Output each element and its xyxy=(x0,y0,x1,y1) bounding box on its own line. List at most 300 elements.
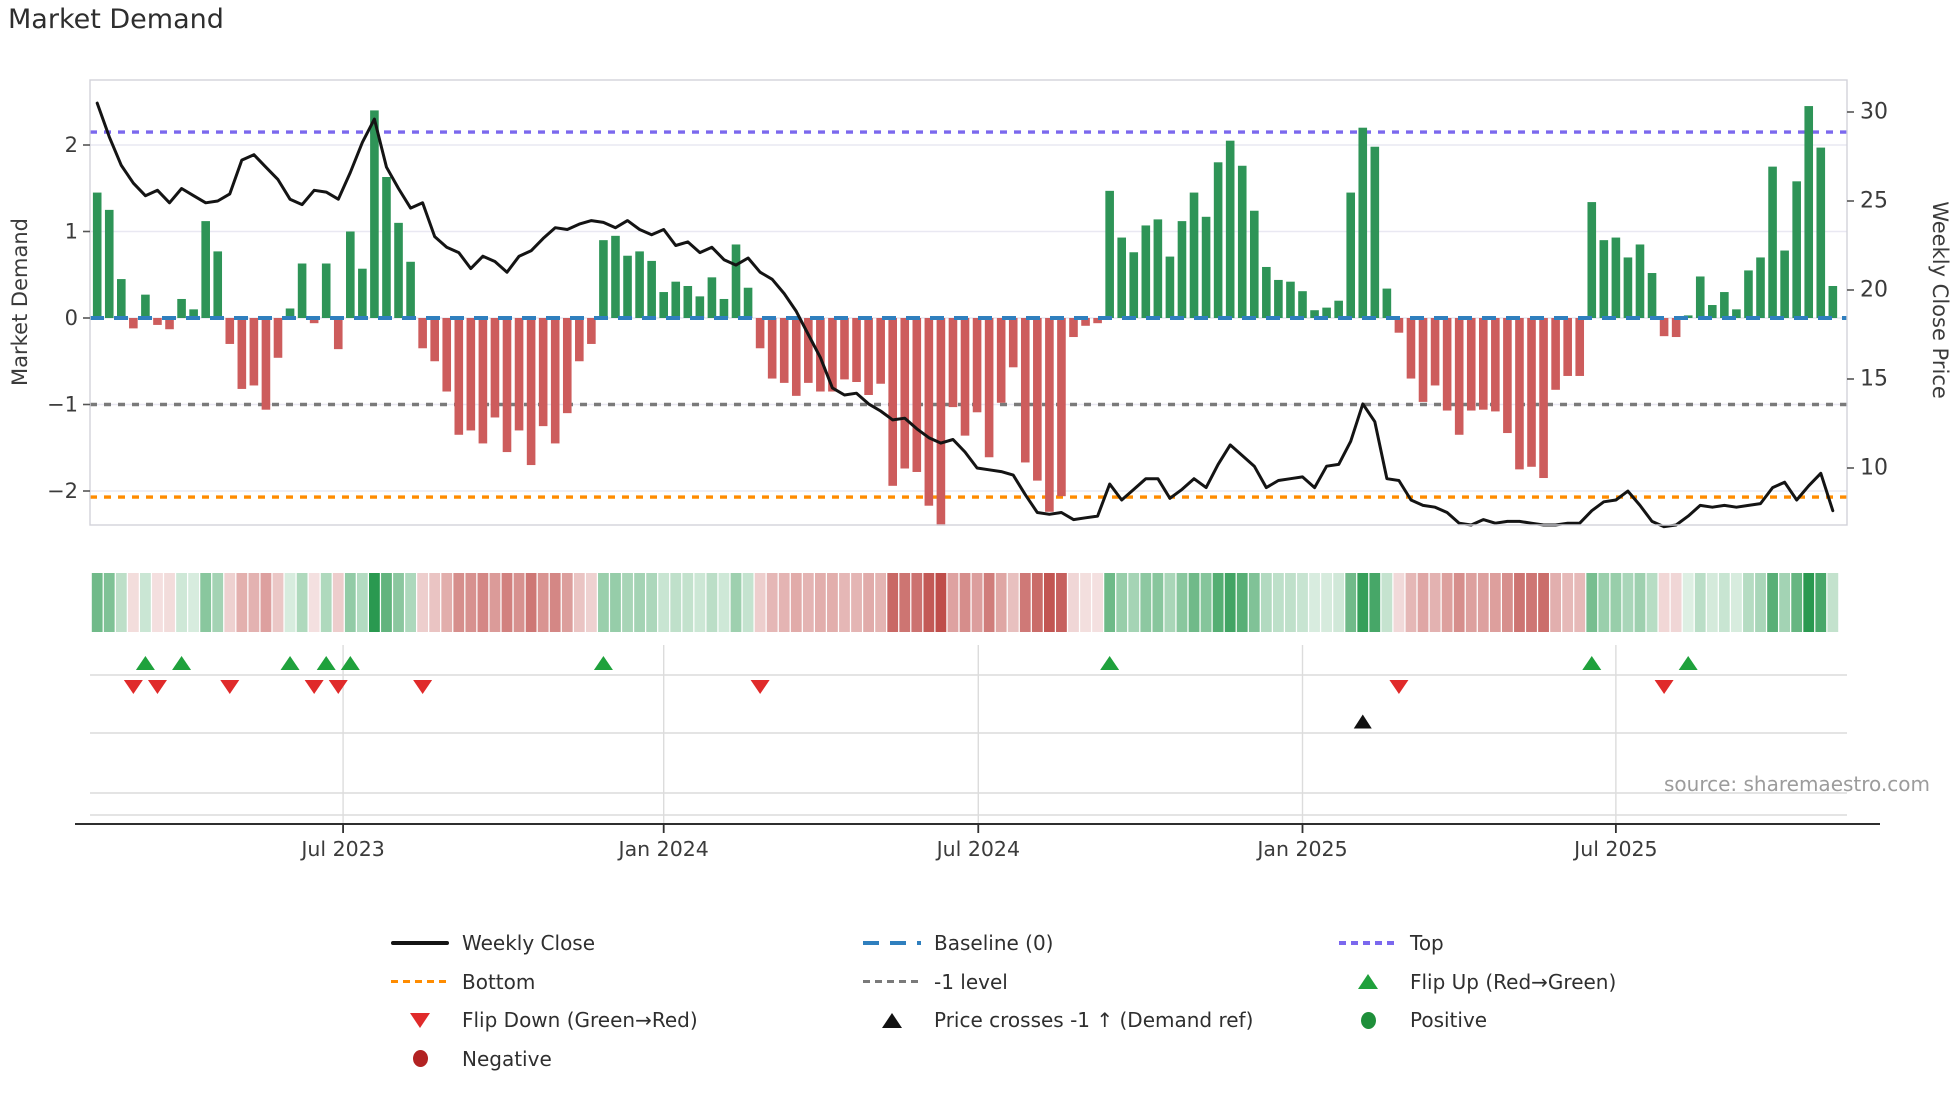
heatmap-cell xyxy=(694,573,705,632)
heatmap-cell xyxy=(248,573,259,632)
heatmap-cell xyxy=(1695,573,1706,632)
demand-bar-positive xyxy=(671,282,680,318)
heatmap-cell xyxy=(1104,573,1115,632)
demand-bar-negative xyxy=(563,318,572,413)
demand-bar-positive xyxy=(1214,162,1223,318)
heatmap-cell xyxy=(1454,573,1465,632)
demand-bar-negative xyxy=(840,318,849,379)
demand-bar-negative xyxy=(1455,318,1464,435)
heatmap-cell xyxy=(1032,573,1043,632)
flip-down-marker xyxy=(220,680,239,694)
heatmap-cell xyxy=(1767,573,1778,632)
heatmap-cell xyxy=(936,573,947,632)
demand-bar-positive xyxy=(346,232,355,319)
demand-bar-negative xyxy=(1057,318,1066,496)
price-cross-marker xyxy=(1354,715,1372,729)
demand-bar-positive xyxy=(1696,276,1705,318)
heatmap-cell xyxy=(731,573,742,632)
flip-down-marker xyxy=(1655,680,1674,694)
heatmap-cell xyxy=(441,573,452,632)
demand-bar-negative xyxy=(1033,318,1042,481)
heatmap-cell xyxy=(140,573,151,632)
heatmap-cell xyxy=(1273,573,1284,632)
demand-bar-positive xyxy=(1190,193,1199,318)
heatmap-cell xyxy=(622,573,633,632)
demand-bar-negative xyxy=(467,318,476,430)
heatmap-cell xyxy=(1321,573,1332,632)
heatmap-cell xyxy=(1791,573,1802,632)
demand-bar-negative xyxy=(1503,318,1512,433)
demand-bar-negative xyxy=(900,318,909,469)
heatmap-cell xyxy=(1647,573,1658,632)
demand-bar-positive xyxy=(117,279,126,318)
heatmap-cell xyxy=(1623,573,1634,632)
demand-bar-negative xyxy=(129,318,138,328)
heatmap-cell xyxy=(1044,573,1055,632)
heatmap-cell xyxy=(875,573,886,632)
demand-bar-negative xyxy=(937,318,946,526)
demand-bar-positive xyxy=(1383,289,1392,318)
heatmap-cell xyxy=(502,573,513,632)
demand-bar-negative xyxy=(1395,318,1404,333)
demand-bar-positive xyxy=(744,288,753,318)
heatmap-cell xyxy=(1381,573,1392,632)
heatmap-cell xyxy=(261,573,272,632)
demand-bar-negative xyxy=(973,318,982,412)
demand-bar-positive xyxy=(1117,238,1126,318)
demand-bar-positive xyxy=(394,223,403,318)
heatmap-cell xyxy=(128,573,139,632)
heatmap-cell xyxy=(116,573,127,632)
heatmap-cell xyxy=(526,573,537,632)
flip-up-marker xyxy=(1100,656,1119,670)
demand-bar-positive xyxy=(1105,191,1114,318)
heatmap-cell xyxy=(1743,573,1754,632)
demand-bar-negative xyxy=(539,318,548,426)
heatmap-cell xyxy=(490,573,501,632)
demand-bar-negative xyxy=(1491,318,1500,411)
demand-bar-negative xyxy=(1563,318,1572,376)
demand-bar-negative xyxy=(250,318,259,385)
heatmap-cell xyxy=(779,573,790,632)
demand-bar-negative xyxy=(1479,318,1488,410)
heatmap-cell xyxy=(767,573,778,632)
heatmap-cell xyxy=(514,573,525,632)
flip-up-marker xyxy=(281,656,300,670)
heatmap-cell xyxy=(1261,573,1272,632)
heatmap-cell xyxy=(1610,573,1621,632)
demand-bar-positive xyxy=(358,269,367,318)
demand-bar-negative xyxy=(1009,318,1018,367)
demand-bar-positive xyxy=(201,221,210,318)
x-tick-label: Jul 2023 xyxy=(301,837,385,861)
heatmap-cell xyxy=(1586,573,1597,632)
x-tick-label: Jul 2024 xyxy=(936,837,1020,861)
demand-bar-positive xyxy=(1587,202,1596,318)
heatmap-cell xyxy=(851,573,862,632)
heatmap-cell xyxy=(321,573,332,632)
heatmap-cell xyxy=(1671,573,1682,632)
heatmap-cell xyxy=(152,573,163,632)
demand-bar-positive xyxy=(1648,273,1657,318)
heatmap-cell xyxy=(1297,573,1308,632)
demand-bar-negative xyxy=(225,318,234,344)
heatmap-cell xyxy=(1020,573,1031,632)
demand-bar-positive xyxy=(1202,217,1211,318)
demand-bar-positive xyxy=(623,256,632,318)
main-chart-panel xyxy=(90,80,1847,527)
heatmap-cell xyxy=(538,573,549,632)
right-axis xyxy=(1847,100,1888,481)
legend-item-label: Flip Up (Red→Green) xyxy=(1410,969,1617,994)
heatmap-cell xyxy=(176,573,187,632)
heatmap-cell xyxy=(345,573,356,632)
heatmap-cell xyxy=(598,573,609,632)
demand-bar-positive xyxy=(1829,286,1838,318)
demand-bar-positive xyxy=(1371,147,1380,318)
demand-bar-negative xyxy=(852,318,861,382)
heatmap-cell xyxy=(1345,573,1356,632)
heatmap-cell xyxy=(1514,573,1525,632)
heatmap-cell xyxy=(1562,573,1573,632)
demand-bar-positive xyxy=(298,264,307,318)
demand-bar-positive xyxy=(1262,267,1271,318)
right-tick-label: 25 xyxy=(1860,188,1888,214)
demand-bar-positive xyxy=(1334,301,1343,318)
heatmap-cell xyxy=(719,573,730,632)
demand-bar-positive xyxy=(1804,106,1813,318)
heatmap-cell xyxy=(297,573,308,632)
heatmap-cell xyxy=(1056,573,1067,632)
left-axis xyxy=(47,133,90,503)
demand-bar-negative xyxy=(1407,318,1416,379)
heatmap-cell xyxy=(984,573,995,632)
heatmap-cell xyxy=(1659,573,1670,632)
heatmap-cell xyxy=(1128,573,1139,632)
heatmap-cell xyxy=(1490,573,1501,632)
demand-bar-positive xyxy=(1129,252,1138,318)
left-tick-label: −1 xyxy=(47,392,78,417)
legend-item-label: Baseline (0) xyxy=(934,931,1054,955)
heatmap-cell xyxy=(887,573,898,632)
demand-bar-positive xyxy=(1600,240,1609,318)
heatmap-cell xyxy=(1285,573,1296,632)
demand-bar-positive xyxy=(1142,225,1151,318)
demand-bar-negative xyxy=(1527,318,1536,467)
heatmap-cell xyxy=(357,573,368,632)
heatmap-cell xyxy=(1152,573,1163,632)
heatmap-cell xyxy=(1309,573,1320,632)
demand-bar-positive xyxy=(1238,166,1247,318)
page-title: Market Demand xyxy=(8,4,224,35)
heatmap-cell xyxy=(562,573,573,632)
heatmap-cell xyxy=(1357,573,1368,632)
demand-bar-negative xyxy=(442,318,451,392)
heatmap-cell xyxy=(333,573,344,632)
flip-down-marker xyxy=(413,680,432,694)
heatmap-cell xyxy=(393,573,404,632)
demand-bar-negative xyxy=(1660,318,1669,336)
flip-up-marker xyxy=(317,656,336,670)
heatmap-cell xyxy=(610,573,621,632)
demand-bar-negative xyxy=(1539,318,1548,478)
demand-bar-negative xyxy=(792,318,801,396)
heatmap-cell xyxy=(1502,573,1513,632)
x-tick-label: Jul 2025 xyxy=(1574,837,1658,861)
heatmap-cell xyxy=(911,573,922,632)
heatmap-cell xyxy=(1189,573,1200,632)
legend-item-label: Top xyxy=(1410,931,1444,955)
heatmap-cell xyxy=(1442,573,1453,632)
demand-bar-negative xyxy=(1551,318,1560,390)
demand-bar-negative xyxy=(527,318,536,465)
heatmap-cell xyxy=(1719,573,1730,632)
signal-marker-panel xyxy=(75,645,1880,824)
demand-bar-negative xyxy=(1045,318,1054,512)
flip-down-marker xyxy=(148,680,167,694)
heatmap-cell xyxy=(1068,573,1079,632)
demand-bar-positive xyxy=(683,286,692,318)
heatmap-cell xyxy=(960,573,971,632)
demand-bar-positive xyxy=(1298,291,1307,318)
heatmap-cell xyxy=(212,573,223,632)
left-tick-label: 0 xyxy=(64,306,78,330)
demand-bar-negative xyxy=(876,318,885,384)
demand-bar-positive xyxy=(177,299,186,318)
heatmap-cell xyxy=(104,573,115,632)
demand-bar-positive xyxy=(93,193,102,318)
demand-bar-positive xyxy=(1612,238,1621,318)
heatmap-cell xyxy=(574,573,585,632)
demand-bar-negative xyxy=(949,318,958,407)
demand-bar-negative xyxy=(1431,318,1440,385)
demand-bar-positive xyxy=(1780,251,1789,318)
demand-bar-positive xyxy=(141,295,150,318)
demand-bar-positive xyxy=(659,292,668,318)
heatmap-cell xyxy=(972,573,983,632)
demand-bar-positive xyxy=(1720,292,1729,318)
demand-bar-negative xyxy=(491,318,500,417)
demand-bar-negative xyxy=(925,318,934,506)
demand-bar-negative xyxy=(418,318,427,348)
demand-bar-negative xyxy=(913,318,922,472)
heatmap-cell xyxy=(1430,573,1441,632)
heatmap-cell xyxy=(405,573,416,632)
heatmap-cell xyxy=(1225,573,1236,632)
demand-bar-negative xyxy=(454,318,463,435)
demand-bar-negative xyxy=(430,318,439,361)
heatmap-cell xyxy=(1803,573,1814,632)
demand-bar-negative xyxy=(1443,318,1452,411)
heatmap-cell xyxy=(1683,573,1694,632)
demand-bar-negative xyxy=(1467,318,1476,411)
demand-bar-positive xyxy=(647,261,656,318)
demand-bar-positive xyxy=(1226,141,1235,318)
demand-heatmap-strip xyxy=(92,573,1838,632)
demand-bar-positive xyxy=(1346,193,1355,318)
heatmap-cell xyxy=(200,573,211,632)
heatmap-cell xyxy=(1707,573,1718,632)
heatmap-cell xyxy=(827,573,838,632)
demand-bar-positive xyxy=(213,251,222,318)
heatmap-cell xyxy=(1827,573,1838,632)
heatmap-cell xyxy=(1815,573,1826,632)
heatmap-cell xyxy=(188,573,199,632)
demand-bar-negative xyxy=(780,318,789,383)
heatmap-cell xyxy=(803,573,814,632)
heatmap-cell xyxy=(1140,573,1151,632)
legend-item-label: -1 level xyxy=(934,969,1008,994)
heatmap-cell xyxy=(1116,573,1127,632)
demand-bar-positive xyxy=(370,110,379,318)
demand-bar-positive xyxy=(406,262,415,318)
heatmap-cell xyxy=(1165,573,1176,632)
x-axis xyxy=(299,824,1657,861)
heatmap-cell xyxy=(899,573,910,632)
demand-bar-positive xyxy=(105,210,114,318)
heatmap-cell xyxy=(1755,573,1766,632)
demand-bars xyxy=(93,106,1837,526)
heatmap-cell xyxy=(1779,573,1790,632)
heatmap-cell xyxy=(285,573,296,632)
source-attribution: source: sharemaestro.com xyxy=(1664,772,1930,796)
demand-bar-negative xyxy=(768,318,777,379)
heatmap-cell xyxy=(164,573,175,632)
y-axis-label-left: Market Demand xyxy=(8,218,32,386)
demand-bar-positive xyxy=(322,264,331,318)
heatmap-cell xyxy=(465,573,476,632)
demand-bar-positive xyxy=(1624,257,1633,318)
heatmap-cell xyxy=(1550,573,1561,632)
heatmap-cell xyxy=(948,573,959,632)
demand-bar-positive xyxy=(599,240,608,318)
heatmap-cell xyxy=(1008,573,1019,632)
demand-bar-negative xyxy=(985,318,994,457)
demand-bar-negative xyxy=(1575,318,1584,376)
demand-bar-positive xyxy=(1166,257,1175,318)
heatmap-cell xyxy=(1177,573,1188,632)
heatmap-cell xyxy=(1635,573,1646,632)
demand-bar-positive xyxy=(635,251,644,318)
heatmap-cell xyxy=(1394,573,1405,632)
demand-bar-positive xyxy=(1358,128,1367,318)
heatmap-cell xyxy=(309,573,320,632)
left-tick-label: −2 xyxy=(47,479,78,503)
heatmap-cell xyxy=(429,573,440,632)
legend-item-label: Negative xyxy=(462,1046,552,1071)
heatmap-cell xyxy=(1574,573,1585,632)
heatmap-cell xyxy=(1526,573,1537,632)
x-tick-label: Jan 2025 xyxy=(1257,837,1348,861)
heatmap-cell xyxy=(996,573,1007,632)
legend-item-label: Positive xyxy=(1410,1008,1488,1032)
heatmap-cell xyxy=(1249,573,1260,632)
legend-item-label: Flip Down (Green→Red) xyxy=(462,1008,698,1032)
heatmap-cell xyxy=(658,573,669,632)
demand-bar-negative xyxy=(1021,318,1030,462)
heatmap-cell xyxy=(1237,573,1248,632)
demand-bar-positive xyxy=(708,277,717,318)
heatmap-cell xyxy=(791,573,802,632)
heatmap-cell xyxy=(839,573,850,632)
demand-bar-negative xyxy=(888,318,897,486)
heatmap-cell xyxy=(477,573,488,632)
demand-bar-negative xyxy=(262,318,271,410)
flip-down-marker xyxy=(1389,680,1408,694)
heatmap-cell xyxy=(743,573,754,632)
heatmap-cell xyxy=(682,573,693,632)
left-tick-label: 1 xyxy=(64,219,78,244)
heatmap-cell xyxy=(646,573,657,632)
flip-up-marker xyxy=(1582,656,1601,670)
heatmap-cell xyxy=(1598,573,1609,632)
demand-bar-positive xyxy=(1154,219,1163,318)
left-tick-label: 2 xyxy=(64,133,78,157)
heatmap-cell xyxy=(1213,573,1224,632)
demand-bar-positive xyxy=(382,177,391,318)
heatmap-cell xyxy=(417,573,428,632)
demand-bar-negative xyxy=(1419,318,1428,402)
demand-bar-negative xyxy=(575,318,584,361)
demand-bar-negative xyxy=(961,318,970,436)
heatmap-cell xyxy=(670,573,681,632)
demand-bar-negative xyxy=(238,318,247,389)
legend-item-label: Bottom xyxy=(462,969,536,994)
flip-down-marker xyxy=(305,680,324,694)
heatmap-cell xyxy=(586,573,597,632)
x-tick-label: Jan 2024 xyxy=(618,837,709,861)
demand-bar-positive xyxy=(611,236,620,318)
flip-down-marker xyxy=(124,680,143,694)
flip-up-marker xyxy=(1679,656,1698,670)
heatmap-cell xyxy=(863,573,874,632)
right-tick-label: 10 xyxy=(1860,455,1888,481)
heatmap-cell xyxy=(1466,573,1477,632)
heatmap-cell xyxy=(707,573,718,632)
heatmap-cell xyxy=(1201,573,1212,632)
heatmap-cell xyxy=(1080,573,1091,632)
demand-bar-negative xyxy=(1515,318,1524,469)
heatmap-cell xyxy=(1731,573,1742,632)
heatmap-cell xyxy=(755,573,766,632)
right-tick-label: 20 xyxy=(1860,277,1888,303)
flip-up-marker xyxy=(594,656,613,670)
demand-bar-negative xyxy=(756,318,765,348)
demand-bar-positive xyxy=(1250,211,1259,318)
heatmap-cell xyxy=(550,573,561,632)
flip-up-marker xyxy=(172,656,191,670)
heatmap-cell xyxy=(1369,573,1380,632)
demand-bar-positive xyxy=(720,299,729,318)
demand-bar-negative xyxy=(997,318,1006,403)
demand-bar-positive xyxy=(1178,221,1187,318)
demand-bar-negative xyxy=(334,318,343,349)
heatmap-cell xyxy=(381,573,392,632)
flip-up-marker xyxy=(136,656,155,670)
heatmap-cell xyxy=(1092,573,1103,632)
demand-bar-positive xyxy=(1756,257,1765,318)
heatmap-cell xyxy=(815,573,826,632)
flip-down-marker xyxy=(329,680,348,694)
heatmap-cell xyxy=(1333,573,1344,632)
heatmap-cell xyxy=(273,573,284,632)
demand-bar-negative xyxy=(1069,318,1078,337)
demand-bar-positive xyxy=(1792,181,1801,318)
heatmap-cell xyxy=(1418,573,1429,632)
heatmap-cell xyxy=(369,573,380,632)
legend-item-label: Weekly Close xyxy=(462,931,596,955)
demand-bar-positive xyxy=(696,296,705,318)
